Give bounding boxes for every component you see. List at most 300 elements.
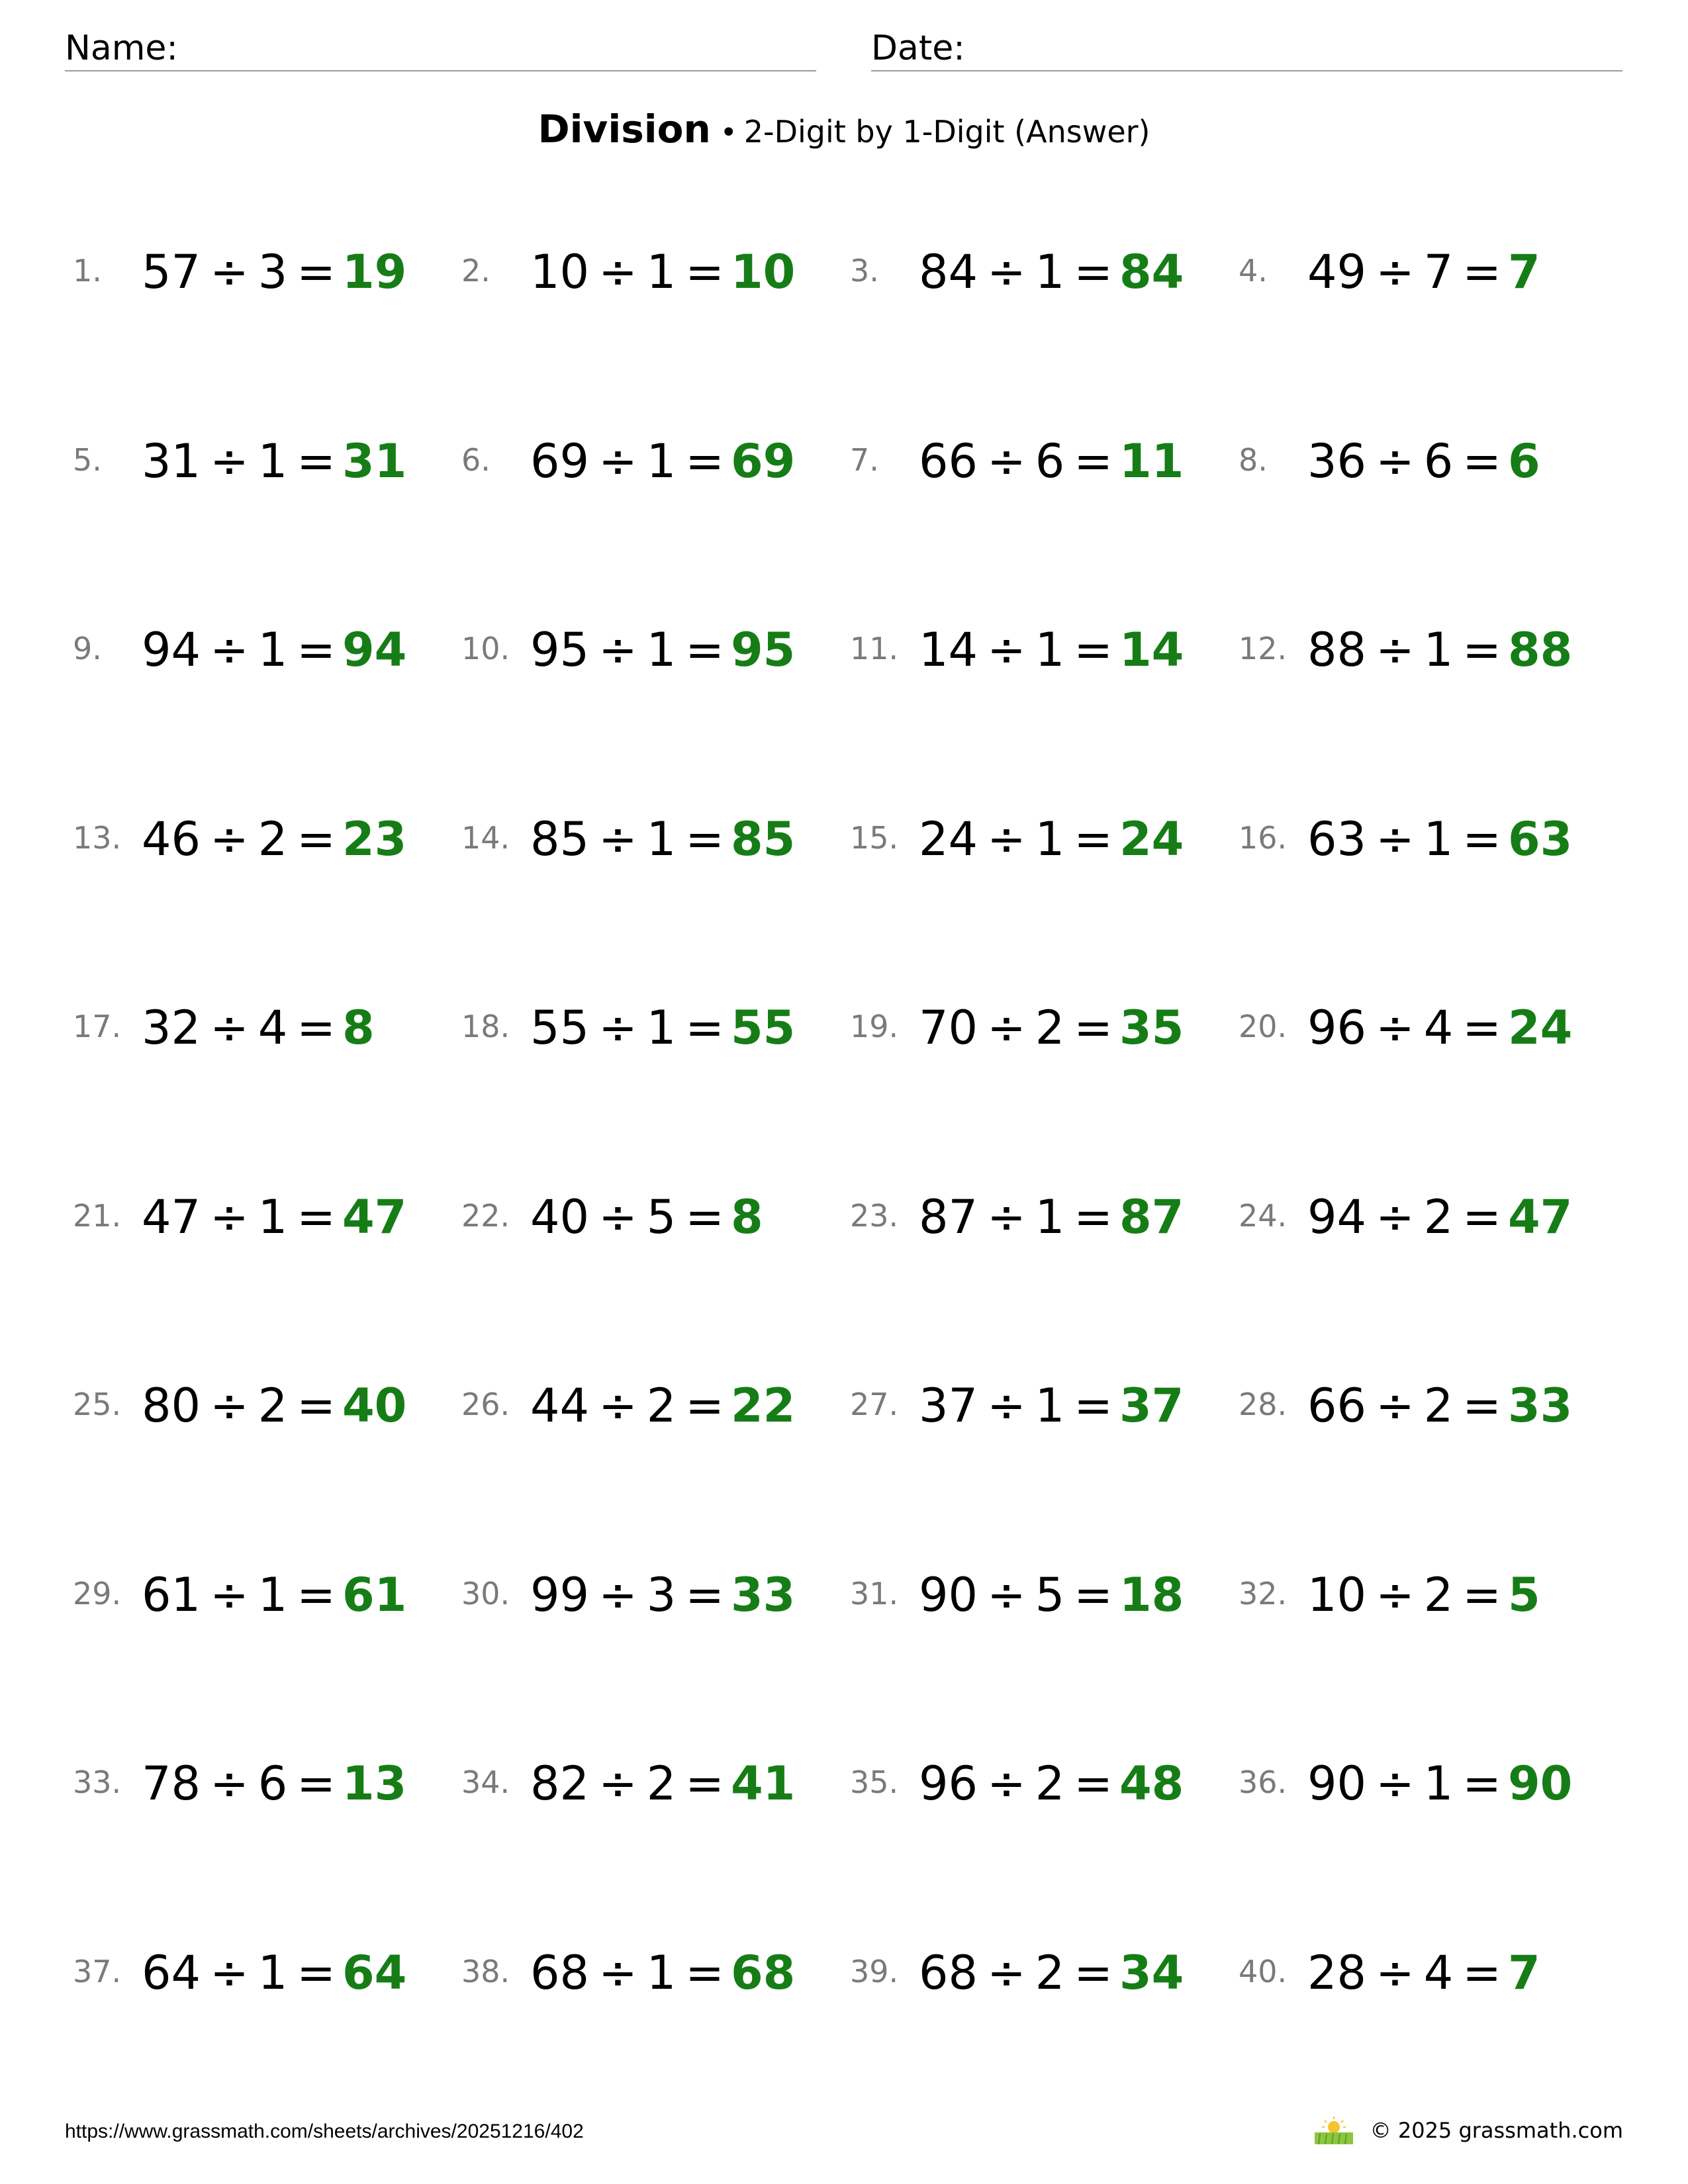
divisor: 1 [1423,1756,1454,1811]
equals-operator: = [1074,1001,1113,1055]
divide-operator: ÷ [1376,1945,1415,2000]
divide-operator: ÷ [598,433,637,488]
problem-equation [142,1559,406,1631]
date-field[interactable] [871,19,1622,71]
divisor: 1 [646,623,677,677]
problem-number: 38. [461,1953,510,1989]
dividend: 31 [142,433,201,488]
dividend: 10 [1307,1567,1367,1622]
divide-operator: ÷ [987,623,1026,677]
problem-item [850,1936,1241,2009]
title-subtitle: 2-Digit by 1-Digit (Answer) [743,114,1150,150]
dividend: 46 [142,811,201,866]
equals-operator: = [297,1567,336,1622]
divisor: 2 [646,1379,677,1433]
footer-url[interactable]: https://www.grassmath.com/sheets/archives/20251216/402 [65,2120,584,2142]
answer: 14 [1119,623,1184,677]
problem-item [1239,991,1629,1064]
divide-operator: ÷ [210,811,249,866]
problem-item [1239,1369,1629,1442]
divisor: 1 [646,1945,677,2000]
dividend: 28 [1307,1945,1367,2000]
problem-equation [530,803,795,876]
divisor: 1 [258,1945,288,2000]
divide-operator: ÷ [598,623,637,677]
problem-equation [919,425,1184,498]
answer: 19 [342,245,407,299]
divisor: 4 [258,1001,288,1055]
answer: 5 [1507,1567,1540,1622]
problem-equation [919,1936,1184,2009]
problem-equation [919,803,1184,876]
problem-number: 14. [461,819,510,856]
problem-item [1239,425,1629,498]
answer: 31 [342,433,407,488]
equals-operator: = [1462,1756,1501,1811]
divisor: 7 [1423,245,1454,299]
footer-copyright: © 2025 grassmath.com [1370,2118,1623,2143]
problem-equation [530,991,795,1064]
dividend: 96 [919,1756,978,1811]
problem-equation [530,236,795,308]
divide-operator: ÷ [1376,1001,1415,1055]
problem-equation [142,991,375,1064]
dividend: 95 [530,623,590,677]
dividend: 61 [142,1567,201,1622]
divisor: 5 [1035,1567,1065,1622]
problem-number: 36. [1239,1764,1288,1800]
title-main: Division [538,107,711,152]
problem-number: 29. [73,1575,122,1612]
divisor: 2 [1423,1567,1454,1622]
grass-sun-icon [1312,2115,1356,2146]
problem-number: 12. [1239,631,1288,666]
divide-operator: ÷ [1376,1567,1415,1622]
problem-number: 23. [850,1197,899,1234]
equals-operator: = [685,623,724,677]
problem-number: 7. [850,441,879,478]
equals-operator: = [1462,1567,1501,1622]
divisor: 1 [1423,811,1454,866]
equals-operator: = [1074,623,1113,677]
problem-number: 18. [461,1009,510,1044]
problem-number: 32. [1239,1575,1288,1612]
equals-operator: = [1462,433,1501,488]
answer: 8 [730,1189,763,1244]
answer: 8 [342,1001,375,1055]
problem-number: 33. [73,1764,122,1800]
problem-item [461,1936,852,2009]
answer: 64 [342,1945,407,2000]
footer-brand [1312,2115,1623,2146]
equals-operator: = [685,433,724,488]
divide-operator: ÷ [210,1001,249,1055]
problem-item [461,1181,852,1253]
dividend: 68 [919,1945,978,2000]
dividend: 49 [1307,245,1367,299]
dividend: 63 [1307,811,1367,866]
problem-number: 26. [461,1387,510,1422]
answer: 88 [1507,623,1573,677]
divisor: 1 [258,623,288,677]
problem-item [850,425,1241,498]
problem-equation [1307,1936,1540,2009]
problem-number: 16. [1239,819,1288,856]
divisor: 2 [1035,1945,1065,2000]
problem-item [850,803,1241,876]
problem-item [1239,1747,1629,1820]
dividend: 88 [1307,623,1367,677]
worksheet-title [0,106,1688,156]
problem-item [73,803,463,876]
problem-item [1239,1559,1629,1631]
dividend: 40 [530,1189,590,1244]
problem-equation [1307,991,1572,1064]
problem-equation [919,1559,1184,1631]
problem-number: 11. [850,631,899,666]
problem-item [73,1181,463,1253]
divisor: 4 [1423,1001,1454,1055]
problem-equation [142,1369,406,1442]
equals-operator: = [297,245,336,299]
equals-operator: = [685,1567,724,1622]
problem-item [1239,1936,1629,2009]
problem-equation [1307,614,1572,686]
problem-item [850,1747,1241,1820]
equals-operator: = [685,811,724,866]
divide-operator: ÷ [598,1189,637,1244]
problem-item [461,614,852,686]
problem-equation [1307,1747,1572,1820]
dividend: 66 [1307,1379,1367,1433]
divide-operator: ÷ [598,1001,637,1055]
equals-operator: = [297,433,336,488]
problem-item [850,991,1241,1064]
problem-number: 9. [73,631,102,666]
dividend: 99 [530,1567,590,1622]
dividend: 90 [919,1567,978,1622]
problem-equation [1307,803,1572,876]
problem-number: 21. [73,1197,122,1234]
answer: 13 [342,1756,407,1811]
problem-equation [142,614,406,686]
problem-item [73,425,463,498]
equals-operator: = [685,1756,724,1811]
answer: 95 [730,623,796,677]
problem-item [73,1936,463,2009]
problem-equation [1307,425,1540,498]
divide-operator: ÷ [1376,433,1415,488]
equals-operator: = [685,1379,724,1433]
answer: 10 [730,245,796,299]
divisor: 2 [258,1379,288,1433]
answer: 35 [1119,1001,1184,1055]
problem-item [73,1559,463,1631]
divisor: 2 [1423,1189,1454,1244]
problem-equation [142,425,406,498]
divide-operator: ÷ [210,433,249,488]
problem-equation [530,425,795,498]
divide-operator: ÷ [598,1756,637,1811]
problem-number: 24. [1239,1197,1288,1234]
problem-item [1239,1181,1629,1253]
dividend: 47 [142,1189,201,1244]
divisor: 6 [1035,433,1065,488]
dividend: 87 [919,1189,978,1244]
problem-number: 6. [461,441,491,478]
problem-item [1239,803,1629,876]
problem-equation [919,1369,1184,1442]
problem-equation [530,614,795,686]
divisor: 3 [258,245,288,299]
problem-equation [1307,1181,1572,1253]
equals-operator: = [1074,433,1113,488]
divisor: 1 [1035,811,1065,866]
equals-operator: = [297,1189,336,1244]
equals-operator: = [1074,1379,1113,1433]
problem-number: 25. [73,1387,122,1422]
divisor: 1 [1035,1379,1065,1433]
divisor: 2 [646,1756,677,1811]
dividend: 64 [142,1945,201,2000]
problem-number: 4. [1239,253,1268,289]
problem-equation [1307,1369,1572,1442]
answer: 48 [1119,1756,1184,1811]
divisor: 1 [646,1001,677,1055]
equals-operator: = [1462,623,1501,677]
answer: 37 [1119,1379,1184,1433]
problem-number: 10. [461,631,510,666]
divide-operator: ÷ [598,245,637,299]
answer: 7 [1507,245,1540,299]
problem-number: 27. [850,1387,899,1422]
answer: 84 [1119,245,1184,299]
problem-equation [530,1936,795,2009]
divisor: 1 [1423,623,1454,677]
dividend: 55 [530,1001,590,1055]
problem-number: 22. [461,1197,510,1234]
problem-item [73,614,463,686]
problem-number: 17. [73,1009,122,1044]
divisor: 1 [258,1567,288,1622]
divide-operator: ÷ [210,623,249,677]
divisor: 6 [1423,433,1454,488]
equals-operator: = [1462,1379,1501,1433]
answer: 24 [1507,1001,1573,1055]
problem-equation [142,803,406,876]
dividend: 70 [919,1001,978,1055]
divide-operator: ÷ [987,1945,1026,2000]
dividend: 68 [530,1945,590,2000]
equals-operator: = [1074,811,1113,866]
answer: 34 [1119,1945,1184,2000]
equals-operator: = [1462,1189,1501,1244]
divisor: 1 [258,1189,288,1244]
problem-number: 28. [1239,1387,1288,1422]
problem-item [73,1369,463,1442]
divide-operator: ÷ [987,1189,1026,1244]
date-label: Date: [871,28,965,68]
problem-equation [919,991,1184,1064]
answer: 33 [1507,1379,1573,1433]
problem-number: 19. [850,1009,899,1044]
dividend: 85 [530,811,590,866]
problem-item [73,1747,463,1820]
divide-operator: ÷ [598,1379,637,1433]
problem-number: 34. [461,1764,510,1800]
divisor: 1 [1035,1189,1065,1244]
answer: 18 [1119,1567,1184,1622]
dividend: 44 [530,1379,590,1433]
dividend: 10 [530,245,590,299]
answer: 94 [342,623,407,677]
problem-item [461,425,852,498]
answer: 40 [342,1379,407,1433]
equals-operator: = [297,1756,336,1811]
divide-operator: ÷ [598,1567,637,1622]
dividend: 57 [142,245,201,299]
answer: 24 [1119,811,1184,866]
divide-operator: ÷ [987,1379,1026,1433]
problem-item [461,1559,852,1631]
problem-equation [1307,236,1540,308]
equals-operator: = [297,1379,336,1433]
answer: 63 [1507,811,1573,866]
divide-operator: ÷ [1376,811,1415,866]
equals-operator: = [297,1945,336,2000]
answer: 68 [730,1945,796,2000]
problem-equation [1307,1559,1540,1631]
divisor: 2 [1035,1001,1065,1055]
problem-item [461,1369,852,1442]
problem-item [461,1747,852,1820]
answer: 90 [1507,1756,1573,1811]
equals-operator: = [1462,1945,1501,2000]
divide-operator: ÷ [598,811,637,866]
problem-item [461,803,852,876]
problem-number: 35. [850,1764,899,1800]
divide-operator: ÷ [1376,1379,1415,1433]
divide-operator: ÷ [1376,623,1415,677]
divide-operator: ÷ [1376,1189,1415,1244]
divide-operator: ÷ [987,811,1026,866]
dividend: 78 [142,1756,201,1811]
dividend: 80 [142,1379,201,1433]
dividend: 66 [919,433,978,488]
problem-number: 15. [850,819,899,856]
problem-item [850,614,1241,686]
divide-operator: ÷ [210,245,249,299]
dividend: 82 [530,1756,590,1811]
problem-item [850,1559,1241,1631]
name-field[interactable] [65,19,816,71]
problem-equation [530,1747,795,1820]
problem-number: 20. [1239,1009,1288,1044]
equals-operator: = [1074,1756,1113,1811]
equals-operator: = [297,1001,336,1055]
problem-equation [530,1559,795,1631]
divide-operator: ÷ [987,245,1026,299]
problem-item [850,236,1241,308]
problem-equation [530,1181,763,1253]
divide-operator: ÷ [210,1945,249,2000]
problem-number: 5. [73,441,102,478]
problem-number: 39. [850,1953,899,1989]
answer: 85 [730,811,796,866]
problem-equation [530,1369,795,1442]
divide-operator: ÷ [987,1567,1026,1622]
equals-operator: = [685,1001,724,1055]
equals-operator: = [297,623,336,677]
problem-item [850,1369,1241,1442]
dividend: 14 [919,623,978,677]
divisor: 1 [646,433,677,488]
divisor: 2 [1423,1379,1454,1433]
divisor: 1 [1035,245,1065,299]
divide-operator: ÷ [210,1379,249,1433]
equals-operator: = [685,1189,724,1244]
divisor: 1 [646,245,677,299]
divide-operator: ÷ [1376,1756,1415,1811]
dividend: 90 [1307,1756,1367,1811]
equals-operator: = [1074,1189,1113,1244]
dividend: 36 [1307,433,1367,488]
problem-number: 3. [850,253,879,289]
answer: 11 [1119,433,1184,488]
divisor: 2 [258,811,288,866]
problem-item [1239,236,1629,308]
divide-operator: ÷ [987,433,1026,488]
dividend: 37 [919,1379,978,1433]
problem-equation [919,236,1184,308]
divisor: 5 [646,1189,677,1244]
divisor: 1 [258,433,288,488]
problem-number: 37. [73,1953,122,1989]
problem-item [73,991,463,1064]
divide-operator: ÷ [210,1567,249,1622]
answer: 41 [730,1756,796,1811]
problem-number: 31. [850,1575,899,1612]
dividend: 69 [530,433,590,488]
problem-item [1239,614,1629,686]
problem-equation [142,236,406,308]
equals-operator: = [685,245,724,299]
answer: 55 [730,1001,796,1055]
problem-item [850,1181,1241,1253]
answer: 7 [1507,1945,1540,2000]
problem-item [73,236,463,308]
answer: 47 [342,1189,407,1244]
divide-operator: ÷ [1376,245,1415,299]
problem-number: 13. [73,819,122,856]
problem-item [461,991,852,1064]
problem-number: 2. [461,253,491,289]
problem-item [461,236,852,308]
divide-operator: ÷ [987,1756,1026,1811]
equals-operator: = [1462,811,1501,866]
title-separator: • [720,116,737,150]
equals-operator: = [1462,245,1501,299]
equals-operator: = [1462,1001,1501,1055]
equals-operator: = [1074,245,1113,299]
answer: 47 [1507,1189,1573,1244]
dividend: 84 [919,245,978,299]
problem-number: 30. [461,1575,510,1612]
answer: 22 [730,1379,796,1433]
answer: 61 [342,1567,407,1622]
equals-operator: = [297,811,336,866]
dividend: 94 [1307,1189,1367,1244]
